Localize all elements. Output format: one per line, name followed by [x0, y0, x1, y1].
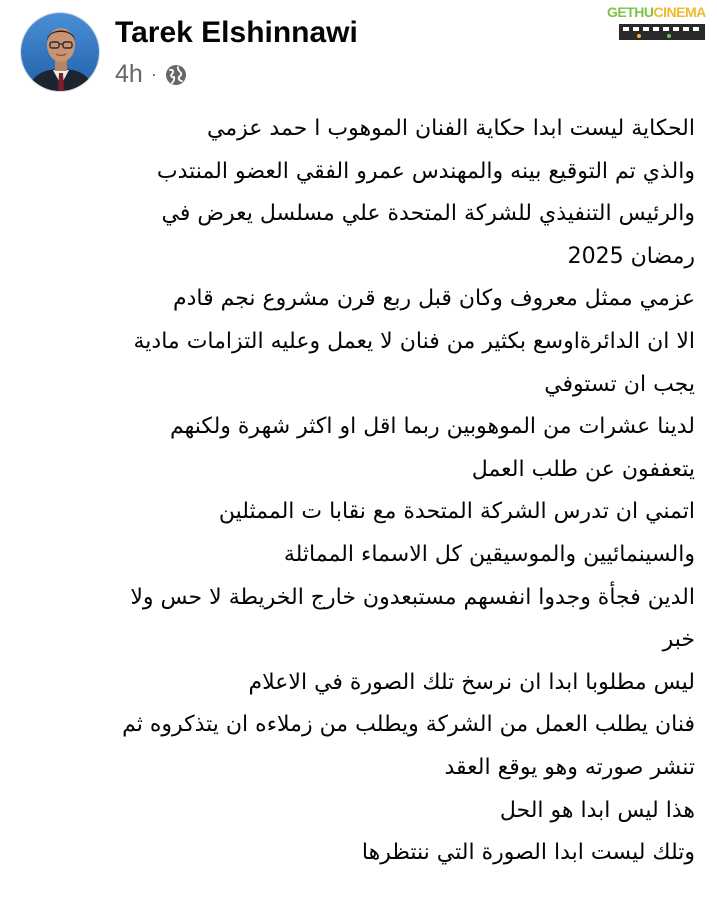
- post-text-line: فنان يطلب العمل من الشركة ويطلب من زملاءه ان يتذكروه ثم: [122, 712, 695, 738]
- post-text-line: الدين فجأة وجدوا انفسهم مستبعدون خارج الخريطة لا حس ولا: [130, 584, 695, 610]
- post-text-line: خبر: [662, 627, 695, 653]
- user-photo-icon: [21, 13, 100, 92]
- film-reel-icon: [619, 24, 705, 40]
- post-text-line: عزمي ممثل معروف وكان قبل ربع قرن مشروع نجم قادم: [172, 286, 695, 312]
- globe-icon[interactable]: [165, 64, 187, 86]
- post-text-line: يجب ان تستوفي: [544, 371, 695, 397]
- post-text-line: الا ان الدائرةاوسع بكثير من فنان لا يعمل وعليه التزامات مادية: [133, 328, 695, 354]
- post-text-line: اتمني ان تدرس الشركة المتحدة مع نقابا ت الممثلين: [218, 499, 695, 525]
- post-text: [20, 108, 695, 875]
- post-text-line: يتعففون عن طلب العمل: [471, 456, 695, 482]
- watermark-part2: CINEMA: [653, 4, 706, 20]
- author-avatar[interactable]: [20, 12, 100, 92]
- post-text-line: هذا ليس ابدا هو الحل: [499, 797, 695, 823]
- post-text-line: تنشر صورته وهو يوقع العقد: [444, 754, 695, 780]
- post-text-line: رمضان 2025: [567, 243, 695, 269]
- watermark-part1: GETHU: [607, 4, 654, 20]
- post-text-line: وتلك ليست ابدا الصورة التي ننتظرها: [361, 840, 695, 866]
- post-text-line: ليس مطلوبا ابدا ان نرسخ تلك الصورة في الاعلام: [248, 669, 695, 695]
- post-text-line: الحكاية ليست ابدا حكاية الفنان الموهوب ا حمد عزمي: [207, 116, 695, 141]
- post-text-line: والسينمائيين والموسيقين كل الاسماء المماثلة: [283, 541, 695, 567]
- post-text-line: لدينا عشرات من الموهوبين ربما اقل او اكثر شهرة ولكنهم: [170, 414, 695, 440]
- post-timestamp[interactable]: 4h: [115, 60, 143, 88]
- watermark-logo: [607, 4, 707, 44]
- post-meta: [115, 60, 187, 89]
- author-name[interactable]: Tarek Elshinnawi: [115, 16, 358, 49]
- post-text-line: والذي تم التوقيع بينه والمهندس عمرو الفقي العضو المنتدب: [156, 158, 695, 184]
- post-text-line: والرئيس التنفيذي للشركة المتحدة علي مسلسل يعرض في: [161, 201, 695, 227]
- meta-separator: ·: [150, 64, 157, 84]
